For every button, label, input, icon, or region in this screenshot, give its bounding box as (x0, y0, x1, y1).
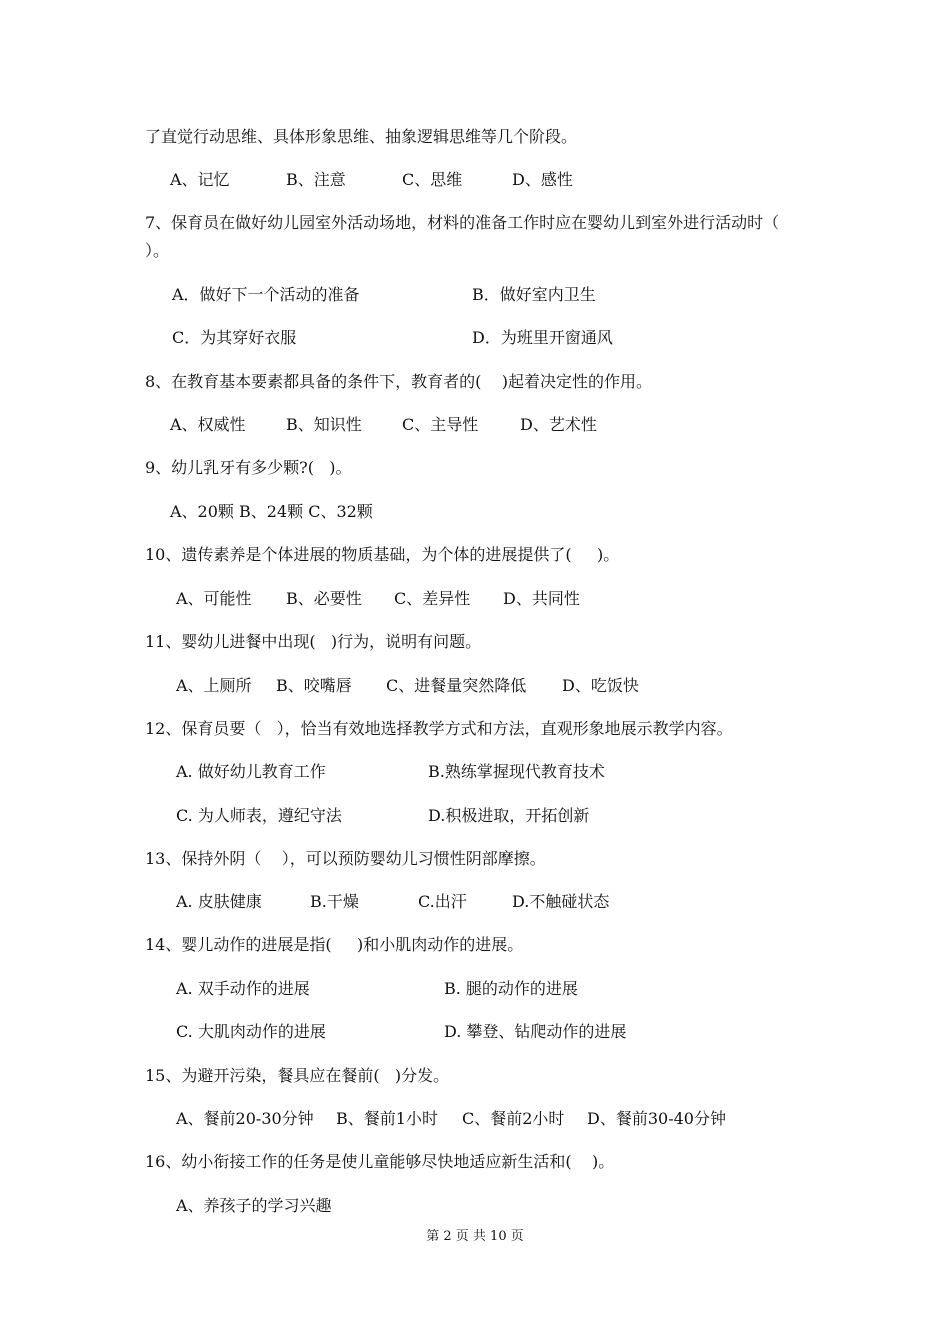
q7-option-a: A．做好下一个活动的准备 (172, 285, 360, 304)
q7-stem-line1: 7、保育员在做好幼儿园室外活动场地，材料的准备工作时应在婴幼儿到室外进行活动时（ (145, 213, 780, 232)
q8-option-c: C、主导性 (402, 415, 479, 434)
q10-option-a: A、可能性 (176, 589, 252, 608)
q11-stem: 11、婴幼儿进餐中出现( )行为，说明有问题。 (145, 632, 482, 651)
q8-option-b: B、知识性 (286, 415, 362, 434)
q10-stem: 10、遗传素养是个体进展的物质基础，为个体的进展提供了( )。 (145, 545, 620, 564)
q15-option-c: C、餐前2小时 (462, 1109, 565, 1128)
q8-stem: 8、在教育基本要素都具备的条件下，教育者的( )起着决定性的作用。 (145, 372, 653, 391)
q16-option-a: A、养孩子的学习兴趣 (176, 1196, 332, 1215)
q7-option-c: C．为其穿好衣服 (172, 328, 297, 347)
q12-option-b: B.熟练掌握现代教育技术 (428, 762, 605, 781)
q10-option-d: D、共同性 (503, 589, 580, 608)
q13-option-a: A. 皮肤健康 (176, 892, 262, 911)
q12-option-a: A. 做好幼儿教育工作 (176, 762, 326, 781)
q10-option-c: C、差异性 (394, 589, 471, 608)
q13-option-c: C.出汗 (418, 892, 467, 911)
q14-option-c: C. 大肌肉动作的进展 (176, 1022, 326, 1041)
q15-stem: 15、为避开污染，餐具应在餐前( )分发。 (145, 1066, 450, 1085)
q9-stem: 9、幼儿乳牙有多少颗?( )。 (145, 458, 352, 477)
q11-option-c: C、进餐量突然降低 (386, 676, 527, 695)
q8-option-a: A、权威性 (170, 415, 246, 434)
q12-option-c: C. 为人师表，遵纪守法 (176, 806, 342, 825)
q12-option-d: D.积极进取，开拓创新 (428, 806, 590, 825)
q11-option-a: A、上厕所 (176, 676, 252, 695)
q6-option-b: B、注意 (286, 170, 346, 189)
q7-stem-line2: ）。 (145, 241, 170, 260)
q9-options: A、20颗 B、24颗 C、32颗 (170, 502, 373, 521)
q15-option-b: B、餐前1小时 (336, 1109, 438, 1128)
q14-stem: 14、婴儿动作的进展是指( )和小肌肉动作的进展。 (145, 935, 524, 954)
page-footer: 第 2 页 共 10 页 (426, 1229, 524, 1244)
q13-option-b: B.干燥 (310, 892, 359, 911)
q8-option-d: D、艺术性 (520, 415, 597, 434)
q10-option-b: B、必要性 (286, 589, 362, 608)
q6-option-c: C、思维 (402, 170, 463, 189)
q15-option-a: A、餐前20-30分钟 (176, 1109, 314, 1128)
q14-option-d: D. 攀登、钻爬动作的进展 (444, 1022, 627, 1041)
q16-stem: 16、幼小衔接工作的任务是使儿童能够尽快地适应新生活和( )。 (145, 1152, 615, 1171)
q7-option-d: D．为班里开窗通风 (472, 328, 613, 347)
q7-option-b: B．做好室内卫生 (472, 285, 596, 304)
q6-option-a: A、记忆 (170, 170, 230, 189)
q15-option-d: D、餐前30-40分钟 (587, 1109, 726, 1128)
q13-stem: 13、保持外阴（ ），可以预防婴幼儿习惯性阴部摩擦。 (145, 849, 546, 868)
question-6-continuation: 了直觉行动思维、具体形象思维、抽象逻辑思维等几个阶段。 (145, 127, 578, 146)
q14-option-a: A. 双手动作的进展 (176, 979, 310, 998)
q6-option-d: D、感性 (512, 170, 573, 189)
q13-option-d: D.不触碰状态 (512, 892, 610, 911)
q11-option-b: B、咬嘴唇 (276, 676, 352, 695)
q11-option-d: D、吃饭快 (562, 676, 639, 695)
q12-stem: 12、保育员要（ ），恰当有效地选择教学方式和方法，直观形象地展示教学内容。 (145, 719, 733, 738)
q14-option-b: B. 腿的动作的进展 (444, 979, 578, 998)
